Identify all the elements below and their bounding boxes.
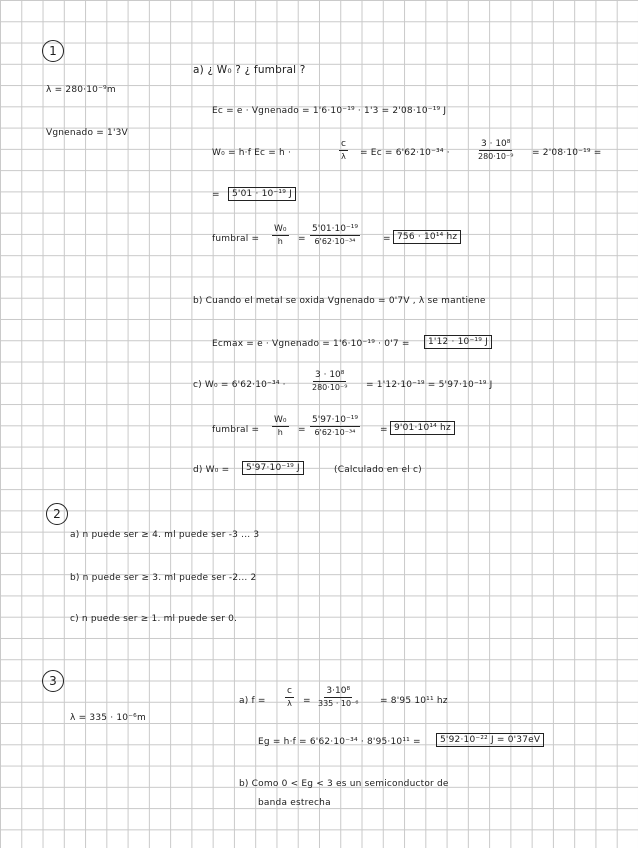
part-c-work-function-right: = 1'12·10⁻¹⁹ = 5'97·10⁻¹⁹ J xyxy=(366,380,493,390)
fraction-denominator: h xyxy=(277,237,283,246)
problem3-fraction-c-lambda xyxy=(285,686,294,708)
part-b-kinetic-energy: Ecmax = e · Vgnenado = 1'6·10⁻¹⁹ · 0'7 = xyxy=(212,339,410,349)
problem3-part-b-line1: b) Como 0 < Eg < 3 es un semiconductor de xyxy=(239,779,449,789)
part-c-threshold-result: 9'01·10¹⁴ hz xyxy=(390,421,455,435)
fraction-numerator: 3 · 10⁸ xyxy=(481,139,511,149)
part-d-prefix: d) W₀ = xyxy=(193,465,230,475)
fraction-numerator: W₀ xyxy=(274,224,287,234)
fraction-denominator: 280·10⁻⁹ xyxy=(312,383,348,392)
fraction-denominator: λ xyxy=(341,152,346,161)
part-a-threshold-eq: = xyxy=(383,234,391,244)
part-c-threshold-label: fumbral = xyxy=(212,425,260,435)
part-a-fraction-w0-h xyxy=(272,224,289,246)
fraction-numerator: c xyxy=(287,686,292,696)
fraction-denominator: λ xyxy=(287,699,292,708)
problem3-fraction-values xyxy=(318,686,359,708)
part-a-threshold-label: fumbral = xyxy=(212,234,260,244)
fraction-numerator: 3 · 10⁸ xyxy=(315,370,345,380)
part-a-fraction-values xyxy=(310,224,360,246)
problem2-part-a: a) n puede ser ≥ 4. ml puede ser -3 ... 3 xyxy=(70,530,260,540)
part-c-work-function-left: c) W₀ = 6'62·10⁻³⁴ · xyxy=(193,380,286,390)
problem3-part-a-right: = 8'95 10¹¹ hz xyxy=(380,696,448,706)
part-a-work-function-result: 5'01 · 10⁻¹⁹ J xyxy=(228,187,296,201)
problem3-gap-result: 5'92·10⁻²² J = 0'37eV xyxy=(436,733,544,747)
problem-number-2: 2 xyxy=(46,503,68,525)
part-a-fraction-c-lambda xyxy=(339,139,348,161)
part-a-equals: = xyxy=(212,190,220,200)
part-d-result: 5'97·10⁻¹⁹ J xyxy=(242,461,304,475)
problem2-part-c: c) n puede ser ≥ 1. ml puede ser 0. xyxy=(70,614,238,624)
fraction-numerator: 5'01·10⁻¹⁹ xyxy=(312,224,358,234)
part-a-work-function-right: = 2'08·10⁻¹⁹ = xyxy=(532,148,602,158)
problem3-gap-energy: Eg = h·f = 6'62·10⁻³⁴ · 8'95·10¹¹ = xyxy=(258,737,421,747)
part-c-threshold-eq: = xyxy=(380,425,388,435)
part-b-condition: b) Cuando el metal se oxida Vgnenado = 0'7V , λ se mantiene xyxy=(193,296,486,306)
part-c-fraction-w0-h xyxy=(272,415,289,437)
fraction-denominator: 6'62·10⁻³⁴ xyxy=(314,237,356,246)
part-a-work-function-left: W₀ = h·f Ec = h · xyxy=(212,148,292,158)
fraction-denominator: 280·10⁻⁹ xyxy=(478,152,514,161)
part-d-note: (Calculado en el c) xyxy=(334,465,422,475)
part-c-fraction-values xyxy=(310,415,360,437)
problem3-part-a-left: a) f = xyxy=(239,696,266,706)
part-a-threshold-result: 756 · 10¹⁴ hz xyxy=(393,230,461,244)
part-a-heading: a) ¿ W₀ ? ¿ fumbral ? xyxy=(193,64,306,76)
fraction-numerator: 3·10⁸ xyxy=(326,686,351,696)
problem3-part-b-line2: banda estrecha xyxy=(258,798,331,808)
part-a-threshold-equals: = xyxy=(298,234,306,244)
given-wavelength: λ = 280·10⁻⁹m xyxy=(46,85,116,95)
part-a-work-function-mid: = Ec = 6'62·10⁻³⁴ · xyxy=(360,148,450,158)
part-c-threshold-equals: = xyxy=(298,425,306,435)
fraction-denominator: 335 · 10⁻⁶ xyxy=(318,699,359,708)
fraction-numerator: 5'97·10⁻¹⁹ xyxy=(312,415,358,425)
given-stopping-voltage: Vgnenado = 1'3V xyxy=(46,128,128,138)
problem2-part-b: b) n puede ser ≥ 3. ml puede ser -2... 2 xyxy=(70,573,257,583)
part-a-fraction-c-over-wavelength xyxy=(478,139,513,161)
part-b-result: 1'12 · 10⁻¹⁹ J xyxy=(424,335,492,349)
part-a-kinetic-energy: Ec = e · Vgnenado = 1'6·10⁻¹⁹ · 1'3 = 2'08·10⁻¹⁹ J xyxy=(212,106,447,116)
part-c-fraction xyxy=(312,370,347,392)
problem-number-1: 1 xyxy=(42,40,64,62)
fraction-numerator: W₀ xyxy=(274,415,287,425)
fraction-denominator: 6'62·10⁻³⁴ xyxy=(314,428,356,437)
fraction-numerator: c xyxy=(341,139,346,149)
problem-number-3: 3 xyxy=(42,670,64,692)
problem3-part-a-eq: = xyxy=(303,696,311,706)
given-wavelength-3: λ = 335 · 10⁻⁶m xyxy=(70,713,146,723)
fraction-denominator: h xyxy=(277,428,283,437)
